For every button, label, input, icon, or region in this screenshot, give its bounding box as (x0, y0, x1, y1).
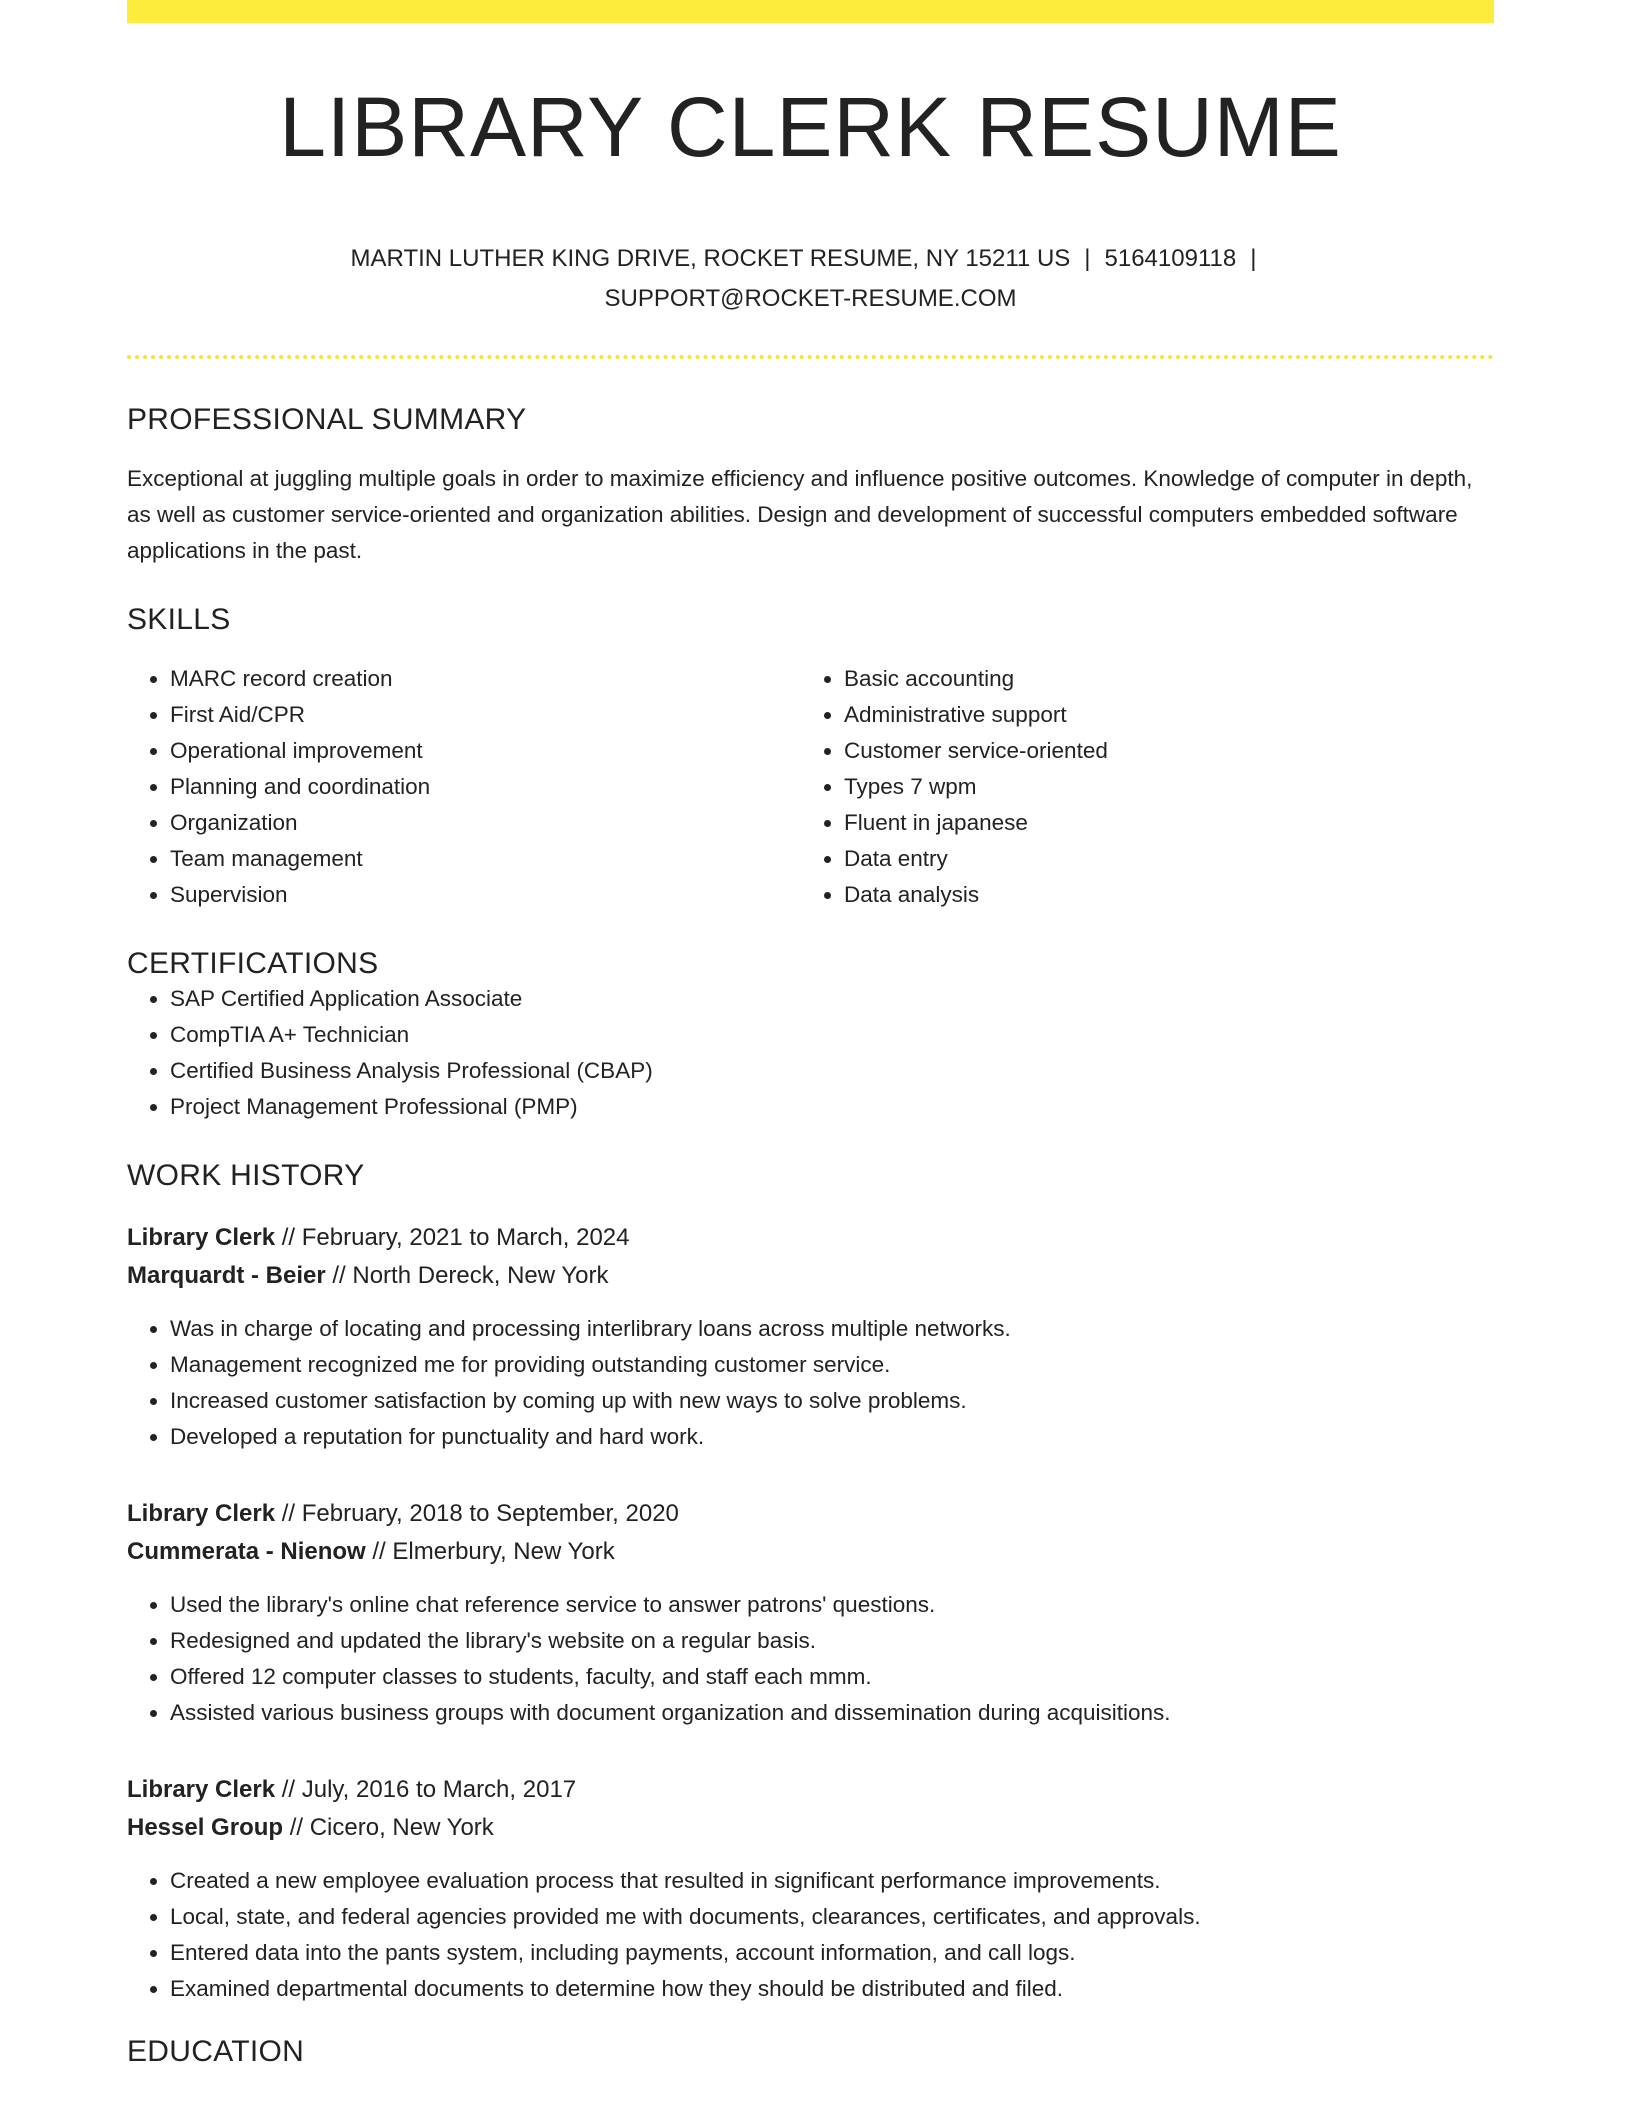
certifications-heading: CERTIFICATIONS (127, 947, 379, 981)
list-item: • Supervision (170, 877, 801, 913)
list-item: • Administrative support (844, 697, 1475, 733)
job-dates: // July, 2016 to March, 2017 (275, 1776, 577, 1804)
summary-text: Exceptional at juggling multiple goals in order to maximize efficiency and influence positive outcomes. Knowledge of computer in depth, as well as customer service-oriented and organization abilities. Design and development of successful computers embedded software applications in the past. (127, 466, 1473, 564)
job-title-line (127, 1771, 1494, 1809)
list-item: • Was in charge of locating and processing interlibrary loans across multiple networks. (170, 1311, 1494, 1347)
education-heading: EDUCATION (127, 2035, 305, 2069)
top-accent-bar (127, 0, 1494, 23)
job-location: // Cicero, New York (283, 1814, 494, 1842)
summary-heading: PROFESSIONAL SUMMARY (127, 403, 527, 437)
list-item: • First Aid/CPR (170, 697, 801, 733)
job-bullets (127, 1311, 1494, 1455)
skills-list-left (127, 661, 801, 913)
list-item: • Basic accounting (844, 661, 1475, 697)
resume-page (127, 0, 1494, 2069)
job-bullets (127, 1587, 1494, 1731)
list-item: • Data entry (844, 841, 1475, 877)
skills-heading: SKILLS (127, 603, 231, 637)
list-item: • Created a new employee evaluation process that resulted in significant performance improvements. (170, 1863, 1494, 1899)
list-item: • Offered 12 computer classes to students, faculty, and staff each mmm. (170, 1659, 1494, 1695)
dotted-divider (127, 355, 1494, 359)
job-company: Hessel Group (127, 1814, 284, 1842)
list-item: • Entered data into the pants system, including payments, account information, and call logs. (170, 1935, 1494, 1971)
job-entry (127, 1219, 1494, 1455)
job-company-line (127, 1533, 1494, 1571)
contact-separator: | (1250, 245, 1257, 273)
contact-separator: | (1084, 245, 1091, 273)
work-history-list (127, 1219, 1494, 2007)
list-item: • Types 7 wpm (844, 769, 1475, 805)
list-item: • Increased customer satisfaction by coming up with new ways to solve problems. (170, 1383, 1494, 1419)
list-item: • Team management (170, 841, 801, 877)
list-item: • Project Management Professional (PMP) (170, 1089, 1494, 1125)
job-title-line (127, 1219, 1494, 1257)
list-item: • Certified Business Analysis Professional (CBAP) (170, 1053, 1494, 1089)
list-item: • SAP Certified Application Associate (170, 981, 1494, 1017)
job-title: Library Clerk (127, 1776, 276, 1804)
job-title: Library Clerk (127, 1500, 276, 1528)
job-company: Marquardt - Beier (127, 1262, 326, 1290)
job-location: // Elmerbury, New York (365, 1538, 615, 1566)
list-item: • Customer service-oriented (844, 733, 1475, 769)
list-item: • Local, state, and federal agencies provided me with documents, clearances, certificates, and approvals. (170, 1899, 1494, 1935)
list-item: • Redesigned and updated the library's website on a regular basis. (170, 1623, 1494, 1659)
list-item: • Fluent in japanese (844, 805, 1475, 841)
list-item: • Data analysis (844, 877, 1475, 913)
work-history-heading: WORK HISTORY (127, 1159, 365, 1193)
job-company-line (127, 1257, 1494, 1295)
job-entry (127, 1495, 1494, 1731)
list-item: • CompTIA A+ Technician (170, 1017, 1494, 1053)
list-item: • Used the library's online chat reference service to answer patrons' questions. (170, 1587, 1494, 1623)
list-item: • Management recognized me for providing outstanding customer service. (170, 1347, 1494, 1383)
job-location: // North Dereck, New York (325, 1262, 609, 1290)
skills-list-right (801, 661, 1475, 913)
skills-column-right (801, 661, 1475, 913)
resume-title: LIBRARY CLERK RESUME (279, 80, 1342, 174)
job-dates: // February, 2021 to March, 2024 (275, 1224, 630, 1252)
skills-column-left (127, 661, 801, 913)
certifications-list (127, 981, 1494, 1125)
list-item: • Operational improvement (170, 733, 801, 769)
job-entry (127, 1771, 1494, 2007)
list-item: • Planning and coordination (170, 769, 801, 805)
contact-info (127, 239, 1494, 319)
job-company-line (127, 1809, 1494, 1847)
list-item: • MARC record creation (170, 661, 801, 697)
list-item: • Assisted various business groups with document organization and dissemination during acquisitions. (170, 1695, 1494, 1731)
job-title-line (127, 1495, 1494, 1533)
contact-email: SUPPORT@ROCKET-RESUME.COM (604, 285, 1017, 313)
list-item: • Examined departmental documents to determine how they should be distributed and filed. (170, 1971, 1494, 2007)
job-title: Library Clerk (127, 1224, 276, 1252)
contact-address: MARTIN LUTHER KING DRIVE, ROCKET RESUME, NY 15211 US (350, 245, 1071, 273)
job-company: Cummerata - Nienow (127, 1538, 366, 1566)
contact-phone: 5164109118 (1104, 245, 1237, 273)
job-dates: // February, 2018 to September, 2020 (275, 1500, 679, 1528)
skills-grid (127, 661, 1494, 913)
job-bullets (127, 1863, 1494, 2007)
list-item: • Developed a reputation for punctuality and hard work. (170, 1419, 1494, 1455)
list-item: • Organization (170, 805, 801, 841)
